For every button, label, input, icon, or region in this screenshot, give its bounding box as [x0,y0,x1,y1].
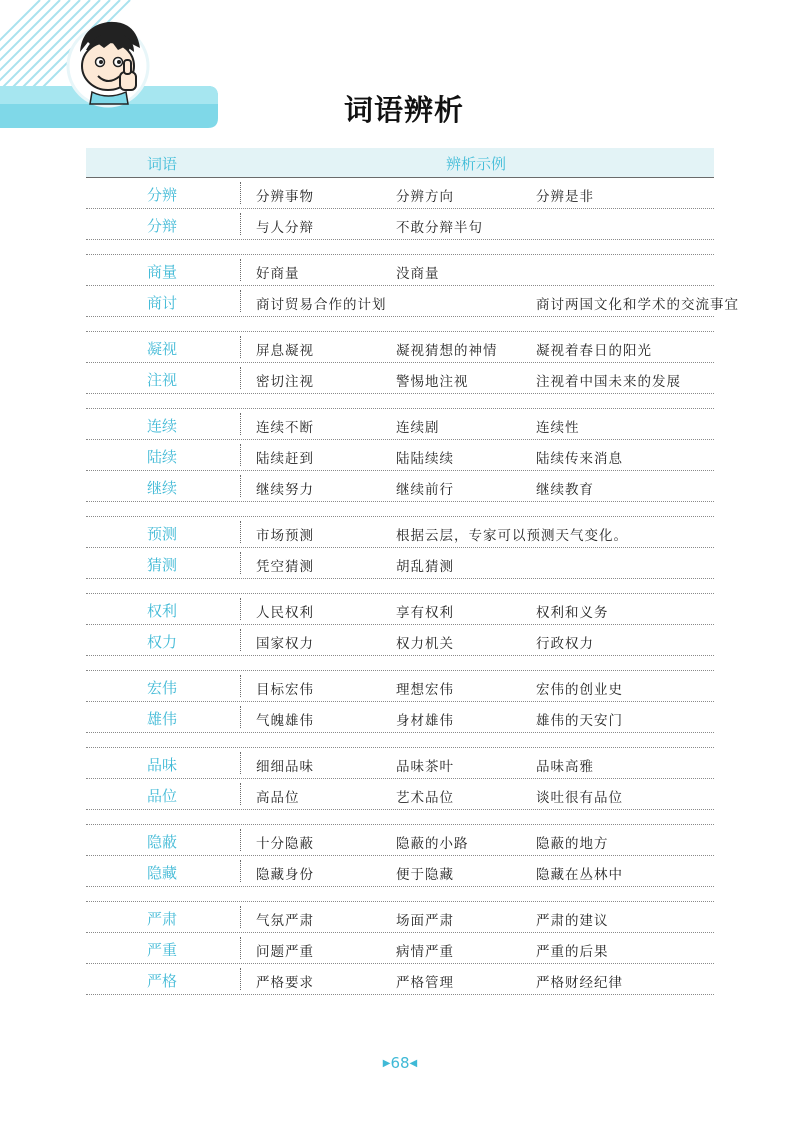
table-row [86,363,714,394]
word-cell: 隐藏 [146,864,177,882]
example-cell: 严肃的建议 [536,913,609,929]
example-cell: 隐藏在丛林中 [536,867,623,883]
word-cell: 分辩 [146,217,177,235]
column-divider [240,706,241,728]
example-cell: 凝视猜想的神情 [396,343,498,359]
group-divider [86,394,714,409]
word-cell: 权利 [146,602,177,620]
example-cell: 气魄雄伟 [256,713,314,729]
example-cell: 市场预测 [256,528,314,544]
column-divider [240,444,241,466]
example-cell: 商讨两国文化和学术的交流事宜 [536,297,739,313]
page-title: 词语辨析 [343,93,464,127]
example-cell: 人民权利 [256,605,314,621]
example-cell: 隐蔽的小路 [396,836,469,852]
table-row [86,702,714,733]
example-cell: 细细品味 [256,759,314,775]
example-cell: 病情严重 [396,944,454,960]
example-cell: 根据云层，专家可以预测天气变化。 [396,528,628,544]
word-cell: 严肃 [146,910,177,928]
table-row [86,548,714,579]
table-row [86,409,714,440]
example-cell: 好商量 [256,266,300,282]
example-cell: 连续不断 [256,420,314,436]
column-divider [240,413,241,435]
column-divider [240,860,241,882]
example-cell: 宏伟的创业史 [536,682,623,698]
page-number [0,1054,800,1072]
column-divider [240,752,241,774]
example-cell: 陆陆续续 [396,451,454,467]
word-comparison-table [86,148,739,995]
column-divider [240,213,241,235]
example-cell: 身材雄伟 [396,713,454,729]
word-cell: 商讨 [146,294,177,312]
column-divider [240,598,241,620]
word-cell: 注视 [146,371,177,389]
word-cell: 品味 [146,756,177,774]
word-cell: 预测 [146,525,177,543]
column-divider [240,336,241,358]
table-row [86,779,714,810]
example-cell: 严重的后果 [536,944,609,960]
page-number-text: 68 [390,1054,410,1072]
example-cell: 雄伟的天安门 [536,713,623,729]
example-cell: 分辨方向 [396,189,454,205]
example-cell: 权利和义务 [536,605,609,621]
example-cell: 严格管理 [396,975,454,991]
example-cell: 陆续传来消息 [536,451,623,467]
header-examples: 辨析示例 [445,155,506,173]
group-divider [86,317,714,332]
column-divider [240,259,241,281]
word-cell: 连续 [146,417,177,435]
word-cell: 品位 [146,787,177,805]
table-row [86,517,714,548]
example-cell: 严格财经纪律 [536,975,623,991]
group-divider [86,733,714,748]
triangle-arrow-icon: ▶ [382,1058,391,1069]
example-cell: 连续性 [536,420,580,436]
example-cell: 十分隐蔽 [256,836,314,852]
word-cell: 继续 [146,479,177,497]
example-cell: 警惕地注视 [396,374,469,390]
example-cell: 凝视着春日的阳光 [536,343,652,359]
example-cell: 品味高雅 [536,759,594,775]
word-cell: 权力 [146,633,177,651]
table-row [86,625,714,656]
example-cell: 艺术品位 [396,790,454,806]
example-cell: 严格要求 [256,975,314,991]
table-row [86,286,739,317]
example-cell: 注视着中国未来的发展 [536,374,681,390]
triangle-arrow-icon: ◀ [409,1058,418,1069]
example-cell: 继续努力 [256,482,314,498]
example-cell: 权力机关 [396,636,454,652]
example-cell: 气氛严肃 [256,913,314,929]
example-cell: 胡乱猜测 [396,559,454,575]
table-row [86,933,714,964]
example-cell: 高品位 [256,790,300,806]
column-divider [240,906,241,928]
column-divider [240,552,241,574]
word-cell: 雄伟 [146,710,177,728]
table-row [86,178,714,209]
table-row [86,332,714,363]
word-cell: 分辨 [146,186,177,204]
example-cell: 与人分辩 [256,220,314,236]
example-cell: 隐藏身份 [256,867,314,883]
column-divider [240,629,241,651]
example-cell: 屏息凝视 [256,343,314,359]
example-cell: 不敢分辩半句 [396,220,483,236]
table-header [86,148,714,178]
example-cell: 理想宏伟 [396,682,454,698]
example-cell: 分辨事物 [256,189,314,205]
example-cell: 商讨贸易合作的计划 [256,297,387,313]
example-cell: 场面严肃 [396,913,454,929]
example-cell: 品味茶叶 [396,759,454,775]
group-divider [86,240,714,255]
example-cell: 行政权力 [536,636,594,652]
example-cell: 便于隐藏 [396,867,454,883]
table-row [86,440,714,471]
group-divider [86,579,714,594]
group-divider [86,887,714,902]
example-cell: 谈吐很有品位 [536,790,623,806]
word-cell: 商量 [146,263,177,281]
table-row [86,748,714,779]
word-cell: 隐蔽 [146,833,177,851]
example-cell: 国家权力 [256,636,314,652]
column-divider [240,367,241,389]
column-divider [240,675,241,697]
group-divider [86,810,714,825]
header-word: 词语 [146,155,177,173]
word-cell: 严重 [146,941,177,959]
table-row [86,255,714,286]
table-row [86,209,714,240]
example-cell: 分辨是非 [536,189,594,205]
table-row [86,825,714,856]
column-divider [240,968,241,990]
column-divider [240,182,241,204]
column-divider [240,290,241,312]
table-row [86,902,714,933]
word-cell: 猜测 [146,556,177,574]
example-cell: 隐蔽的地方 [536,836,609,852]
example-cell: 没商量 [396,266,440,282]
example-cell: 问题严重 [256,944,314,960]
column-divider [240,937,241,959]
word-cell: 凝视 [146,340,177,358]
word-cell: 严格 [146,972,177,990]
example-cell: 目标宏伟 [256,682,314,698]
group-divider [86,502,714,517]
table-body [86,178,739,995]
example-cell: 享有权利 [396,605,454,621]
word-cell: 陆续 [146,448,177,466]
table-row [86,856,714,887]
table-row [86,471,714,502]
column-divider [240,783,241,805]
table-row [86,594,714,625]
column-divider [240,829,241,851]
example-cell: 凭空猜测 [256,559,314,575]
column-divider [240,475,241,497]
table-row [86,964,714,995]
example-cell: 连续剧 [396,420,440,436]
word-cell: 宏伟 [146,679,177,697]
group-divider [86,656,714,671]
example-cell: 陆续赶到 [256,451,314,467]
table-row [86,671,714,702]
example-cell: 继续前行 [396,482,454,498]
example-cell: 密切注视 [256,374,314,390]
column-divider [240,521,241,543]
example-cell: 继续教育 [536,482,594,498]
